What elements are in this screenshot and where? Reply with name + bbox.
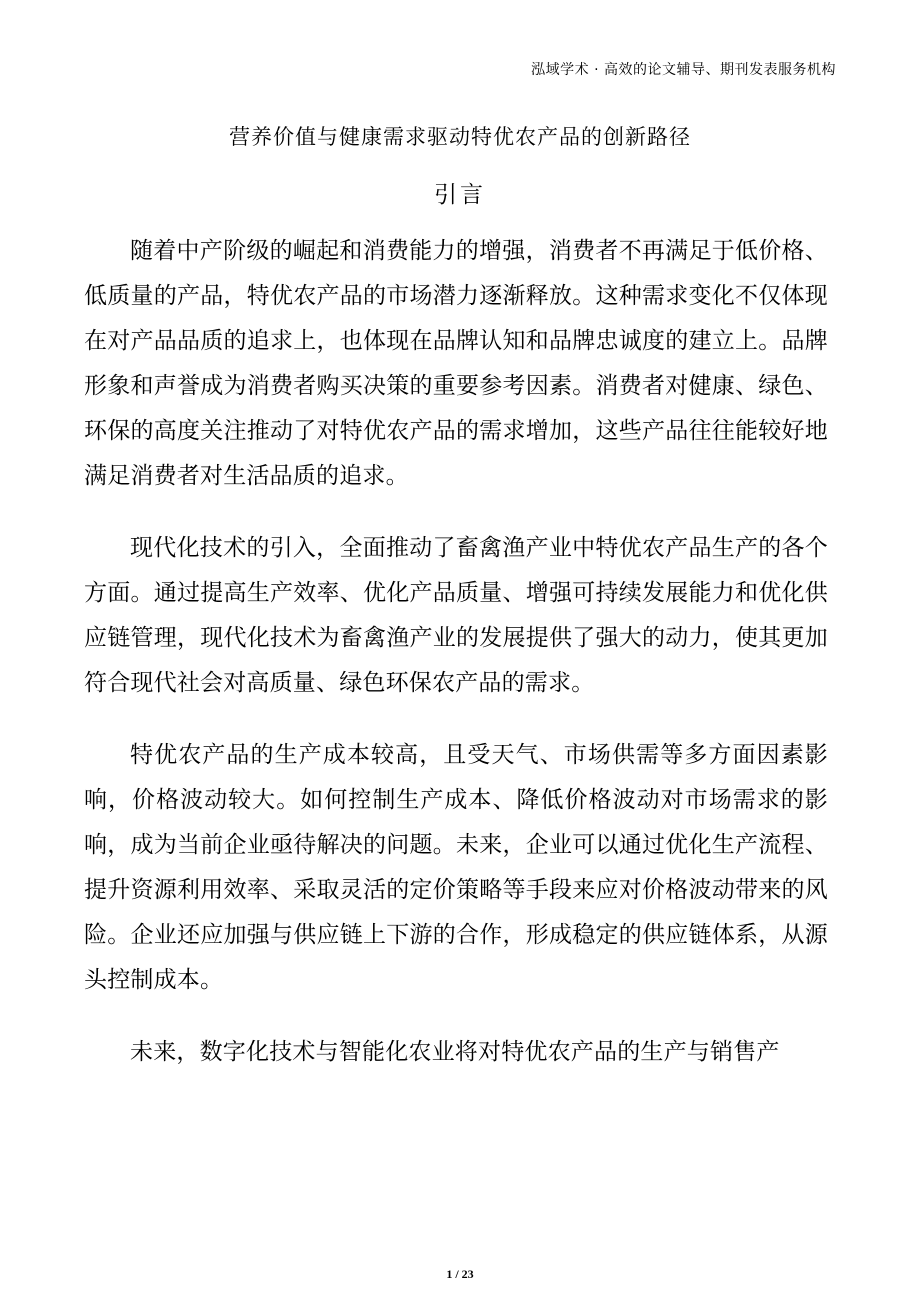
document-title: 营养价值与健康需求驱动特优农产品的创新路径	[229, 125, 691, 149]
paragraph-1: 随着中产阶级的崛起和消费能力的增强，消费者不再满足于低价格、低质量的产品，特优农产品的市场潜力逐渐释放。这种需求变化不仅体现在对产品品质的追求上，也体现在品牌认知和品牌忠诚度的建立上。品牌形象和声誉成为消费者购买决策的重要参考因素。消费者对健康、绿色、环保的高度关注推动了对特优农产品的需求增加，这些产品往往能较好地满足消费者对生活品质的追求。	[84, 238, 828, 489]
header-text: 泓域学术 · 高效的论文辅导、期刊发表服务机构	[531, 62, 836, 78]
page-number: 1 / 23	[446, 1267, 474, 1281]
paragraph-4: 未来，数字化技术与智能化农业将对特优农产品的生产与销售产	[130, 1039, 780, 1065]
paragraph-2: 现代化技术的引入，全面推动了畜禽渔产业中特优农产品生产的各个方面。通过提高生产效率、优化产品质量、增强可持续发展能力和优化供应链管理，现代化技术为畜禽渔产业的发展提供了强大的动力，使其更加符合现代社会对高质量、绿色环保农产品的需求。	[84, 535, 828, 696]
paragraph-3: 特优农产品的生产成本较高，且受天气、市场供需等多方面因素影响，价格波动较大。如何控制生产成本、降低价格波动对市场需求的影响，成为当前企业亟待解决的问题。未来，企业可以通过优化生产流程、提升资源利用效率、采取灵活的定价策略等手段来应对价格波动带来的风险。企业还应加强与供应链上下游的合作，形成稳定的供应链体系，从源头控制成本。	[84, 742, 828, 993]
document-body	[84, 229, 828, 1102]
section-heading: 引言	[434, 182, 486, 208]
